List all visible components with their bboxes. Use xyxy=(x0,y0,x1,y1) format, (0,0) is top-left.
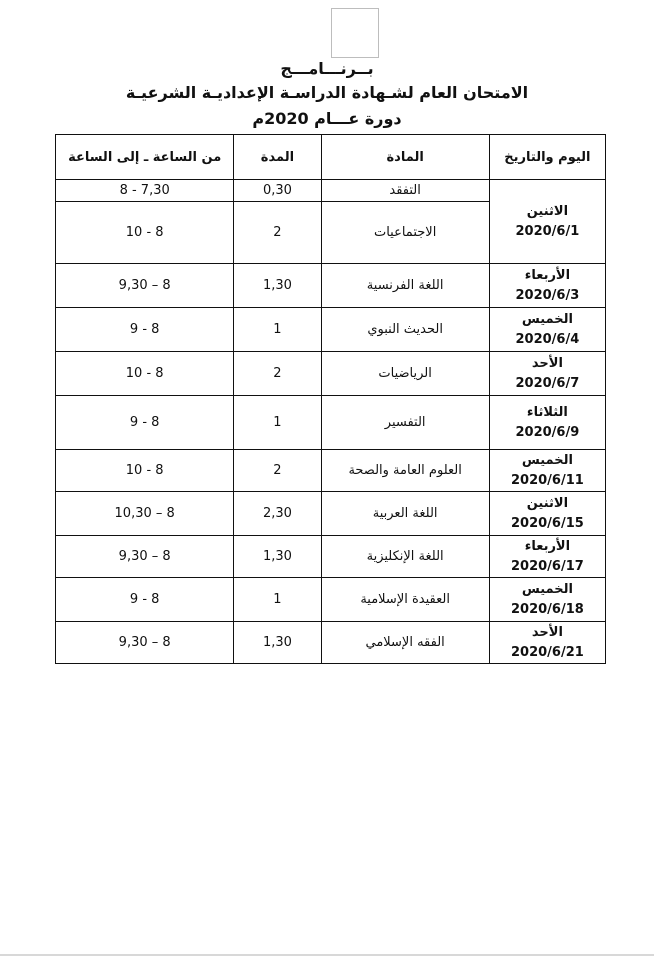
duration-cell: 1 xyxy=(234,308,321,352)
exam-date: 2020/6/11 xyxy=(510,472,584,488)
table-header-row xyxy=(56,135,606,180)
subject-cell: اللغة الإنكليزية xyxy=(321,536,489,578)
duration-cell: 1 xyxy=(234,396,321,450)
day-date-cell xyxy=(489,578,605,622)
time-cell: 10,30 – 8 xyxy=(56,492,234,536)
day-name: الأحد xyxy=(531,355,563,371)
subject-cell: الاجتماعيات xyxy=(321,202,489,264)
day-date-cell xyxy=(489,264,605,308)
time-cell: 9,30 – 8 xyxy=(56,622,234,664)
time-cell: 8 - 7,30 xyxy=(56,180,234,202)
exam-date: 2020/6/18 xyxy=(510,601,584,617)
duration-cell: 1 xyxy=(234,578,321,622)
day-date-cell xyxy=(489,450,605,492)
subject-cell: اللغة العربية xyxy=(321,492,489,536)
subject-cell: العقيدة الإسلامية xyxy=(321,578,489,622)
day-date-cell xyxy=(489,492,605,536)
day-name: الأحد xyxy=(531,624,563,640)
subject-cell: التفسير xyxy=(321,396,489,450)
duration-cell: 1,30 xyxy=(234,536,321,578)
time-cell: 9 - 8 xyxy=(56,308,234,352)
table-row xyxy=(56,578,606,622)
exam-date: 2020/6/4 xyxy=(515,331,580,347)
day-name: الاثنين xyxy=(526,495,569,511)
empty-stamp-box xyxy=(331,8,379,58)
day-name: الأربعاء xyxy=(524,538,571,554)
exam-date: 2020/6/17 xyxy=(510,558,584,574)
exam-date: 2020/6/21 xyxy=(510,644,584,660)
subject-cell: العلوم العامة والصحة xyxy=(321,450,489,492)
subject-cell: الفقه الإسلامي xyxy=(321,622,489,664)
program-title: بــرنـــامـــج xyxy=(280,59,374,78)
day-name: الخميس xyxy=(521,452,573,468)
duration-cell: 2 xyxy=(234,202,321,264)
day-name: الخميس xyxy=(521,311,573,327)
day-name: الثلاثاء xyxy=(526,404,568,420)
day-date-cell xyxy=(489,180,605,264)
duration-cell: 1,30 xyxy=(234,622,321,664)
day-date-cell xyxy=(489,308,605,352)
exam-date: 2020/6/15 xyxy=(510,515,584,531)
subject-cell: اللغة الفرنسية xyxy=(321,264,489,308)
session-title: دورة عـــام 2020م xyxy=(252,109,402,128)
exam-date: 2020/6/3 xyxy=(515,287,580,303)
day-name: الأربعاء xyxy=(524,267,571,283)
day-date-cell xyxy=(489,622,605,664)
duration-cell: 2,30 xyxy=(234,492,321,536)
day-name: الاثنين xyxy=(526,203,569,219)
day-date-cell xyxy=(489,352,605,396)
table-row xyxy=(56,264,606,308)
time-cell: 9 - 8 xyxy=(56,396,234,450)
day-date-cell xyxy=(489,536,605,578)
subject-cell: التفقد xyxy=(321,180,489,202)
time-cell: 10 - 8 xyxy=(56,352,234,396)
table-row xyxy=(56,450,606,492)
duration-cell: 0,30 xyxy=(234,180,321,202)
time-cell: 10 - 8 xyxy=(56,450,234,492)
table-row xyxy=(56,180,606,202)
table-row xyxy=(56,536,606,578)
header-day-date: اليوم والتاريخ xyxy=(489,135,605,180)
table-row xyxy=(56,396,606,450)
duration-cell: 1,30 xyxy=(234,264,321,308)
header-subject: المادة xyxy=(321,135,489,180)
day-name: الخميس xyxy=(521,581,573,597)
exam-title: الامتحان العام لشـهادة الدراسـة الإعداديـة الشرعيـة xyxy=(125,83,529,102)
table-row xyxy=(56,352,606,396)
exam-date: 2020/6/7 xyxy=(515,375,580,391)
duration-cell: 2 xyxy=(234,352,321,396)
subject-cell: الرياضيات xyxy=(321,352,489,396)
exam-date: 2020/6/1 xyxy=(515,223,580,239)
duration-cell: 2 xyxy=(234,450,321,492)
time-cell: 10 - 8 xyxy=(56,202,234,264)
table-row xyxy=(56,492,606,536)
table-row xyxy=(56,622,606,664)
page-bottom-divider xyxy=(0,954,654,956)
day-date-cell xyxy=(489,396,605,450)
table-row xyxy=(56,308,606,352)
time-cell: 9 - 8 xyxy=(56,578,234,622)
time-cell: 9,30 – 8 xyxy=(56,536,234,578)
header-duration: المدة xyxy=(234,135,321,180)
exam-date: 2020/6/9 xyxy=(515,424,580,440)
time-cell: 9,30 – 8 xyxy=(56,264,234,308)
subject-cell: الحديث النبوي xyxy=(321,308,489,352)
exam-schedule-table xyxy=(55,134,606,664)
header-time: من الساعة ـ إلى الساعة xyxy=(56,135,234,180)
document-header xyxy=(0,58,654,132)
